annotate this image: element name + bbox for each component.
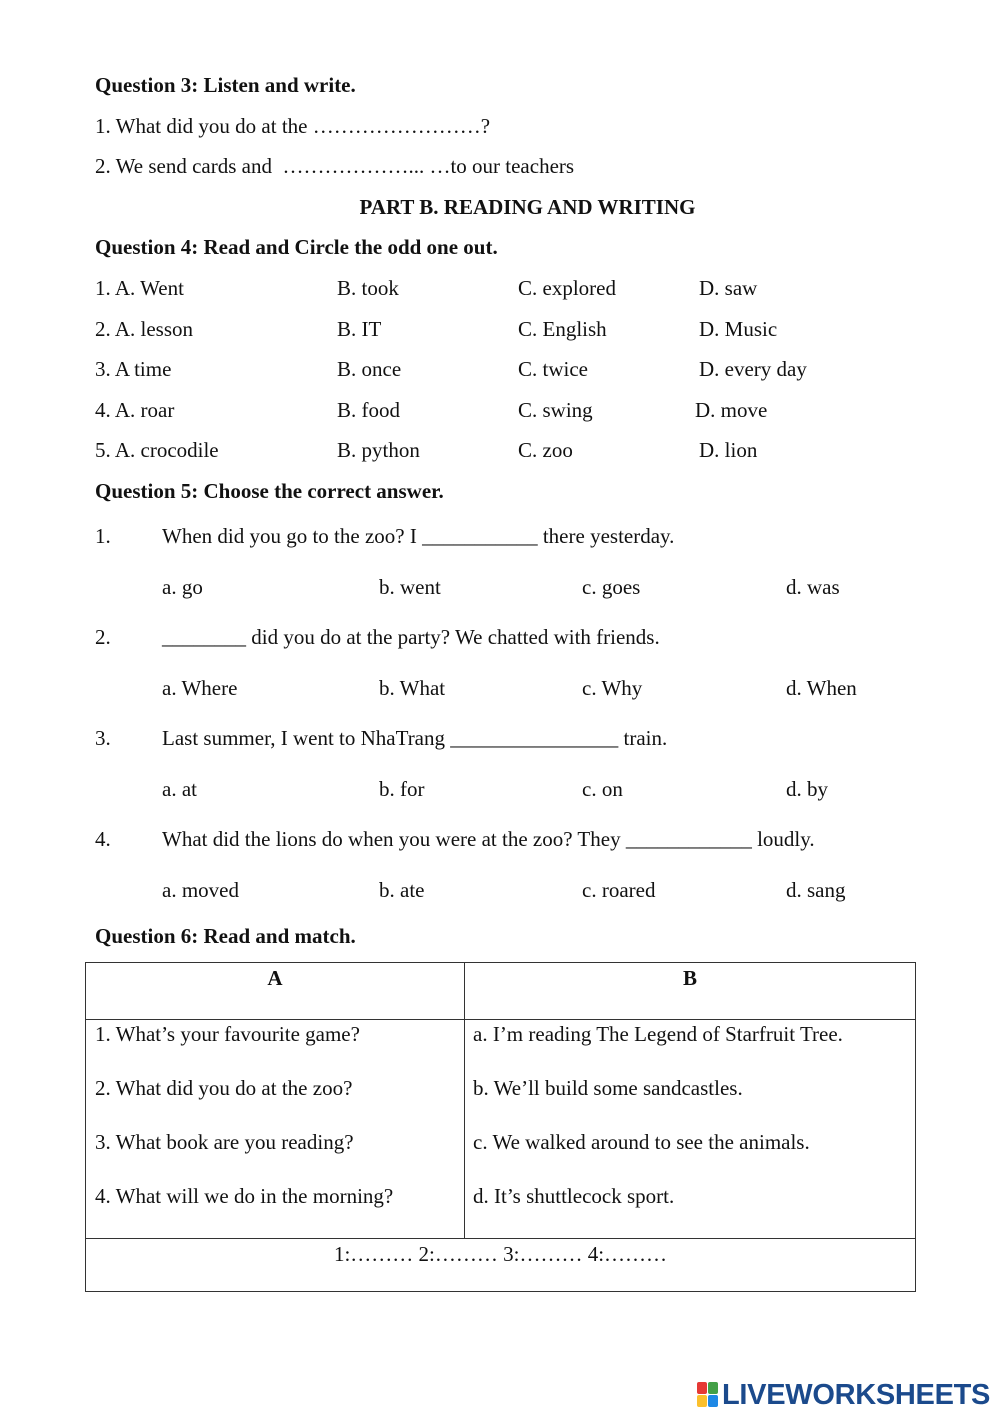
q4-option-c: C. twice bbox=[518, 357, 588, 381]
q4-option-d: D. move bbox=[695, 398, 768, 422]
question-3-item-2: 2. We send cards and ………………... …to our teachers bbox=[95, 154, 575, 178]
q4-option-d: D. every day bbox=[699, 357, 807, 381]
q4-option-b: B. once bbox=[337, 357, 402, 381]
q4-option-b: B. python bbox=[337, 438, 420, 462]
item-question: ________ did you do at the party? We chatted with friends. bbox=[162, 625, 660, 649]
choice-c: c. Why bbox=[582, 676, 643, 700]
column-b-header: B bbox=[465, 963, 916, 1020]
q4-option-d: D. saw bbox=[699, 276, 758, 300]
column-b-cell bbox=[465, 1020, 916, 1239]
q4-option-a: 4. A. roar bbox=[95, 398, 175, 422]
question-5-title: Question 5: Choose the correct answer. bbox=[95, 479, 444, 503]
choice-d: d. by bbox=[786, 777, 828, 801]
choice-b: b. for bbox=[379, 777, 425, 801]
item-question: What did the lions do when you were at the zoo? They ____________ loudly. bbox=[162, 827, 815, 851]
choice-a: a. Where bbox=[162, 676, 238, 700]
choice-c: c. roared bbox=[582, 878, 656, 902]
q4-option-c: C. English bbox=[518, 317, 607, 341]
choice-a: a. go bbox=[162, 575, 203, 599]
q4-option-b: B. food bbox=[337, 398, 400, 422]
q4-option-a: 5. A. crocodile bbox=[95, 438, 219, 462]
match-table-header-row bbox=[86, 963, 916, 1020]
choice-b: b. What bbox=[379, 676, 446, 700]
choice-b: b. went bbox=[379, 575, 441, 599]
q4-option-c: C. explored bbox=[518, 276, 616, 300]
column-a-header: A bbox=[86, 963, 465, 1020]
choice-d: d. was bbox=[786, 575, 840, 599]
item-question: Last summer, I went to NhaTrang ________________ train. bbox=[162, 726, 668, 750]
question-3-title: Question 3: Listen and write. bbox=[95, 73, 356, 97]
question-4-title: Question 4: Read and Circle the odd one out. bbox=[95, 235, 498, 259]
choice-d: d. sang bbox=[786, 878, 846, 902]
question-6-title: Question 6: Read and match. bbox=[95, 924, 356, 948]
choice-c: c. goes bbox=[582, 575, 641, 599]
answer-b-d: d. It’s shuttlecock sport. bbox=[473, 1184, 675, 1208]
item-number: 3. bbox=[95, 726, 111, 750]
q4-option-c: C. swing bbox=[518, 398, 593, 422]
answer-blanks-text: 1:……… 2:……… 3:……… 4:……… bbox=[333, 1242, 668, 1266]
choice-a: a. moved bbox=[162, 878, 239, 902]
item-number: 2. bbox=[95, 625, 111, 649]
answer-b-b: b. We’ll build some sandcastles. bbox=[473, 1076, 743, 1100]
match-answers-row bbox=[86, 1239, 916, 1292]
q4-option-a: 1. A. Went bbox=[95, 276, 184, 300]
question-a-3: 3. What book are you reading? bbox=[95, 1130, 354, 1154]
item-question: When did you go to the zoo? I ___________ there yesterday. bbox=[162, 524, 675, 548]
liveworksheets-logo-text: LIVEWORKSHEETS bbox=[722, 1378, 991, 1411]
liveworksheets-logo-icon bbox=[697, 1382, 719, 1408]
q4-option-b: B. IT bbox=[337, 317, 382, 341]
answer-b-a: a. I’m reading The Legend of Starfruit Tree. bbox=[473, 1022, 843, 1046]
part-b-heading: PART B. READING AND WRITING bbox=[359, 195, 696, 219]
item-number: 4. bbox=[95, 827, 111, 851]
item-number: 1. bbox=[95, 524, 111, 548]
choice-d: d. When bbox=[786, 676, 857, 700]
q4-option-a: 2. A. lesson bbox=[95, 317, 194, 341]
question-a-4: 4. What will we do in the morning? bbox=[95, 1184, 394, 1208]
choice-a: a. at bbox=[162, 777, 197, 801]
q4-option-b: B. took bbox=[337, 276, 399, 300]
answer-blanks[interactable] bbox=[86, 1239, 916, 1292]
liveworksheets-logo bbox=[697, 1379, 990, 1411]
question-a-2: 2. What did you do at the zoo? bbox=[95, 1076, 353, 1100]
q4-option-d: D. Music bbox=[699, 317, 778, 341]
question-3-item-1: 1. What did you do at the ……………………? bbox=[95, 114, 491, 138]
match-table-body-row bbox=[86, 1020, 916, 1239]
choice-c: c. on bbox=[582, 777, 623, 801]
q4-option-d: D. lion bbox=[699, 438, 758, 462]
question-a-1: 1. What’s your favourite game? bbox=[95, 1022, 360, 1046]
q4-option-a: 3. A time bbox=[95, 357, 172, 381]
choice-b: b. ate bbox=[379, 878, 425, 902]
column-a-cell bbox=[86, 1020, 465, 1239]
q4-option-c: C. zoo bbox=[518, 438, 573, 462]
answer-b-c: c. We walked around to see the animals. bbox=[473, 1130, 810, 1154]
match-table bbox=[85, 962, 916, 1292]
